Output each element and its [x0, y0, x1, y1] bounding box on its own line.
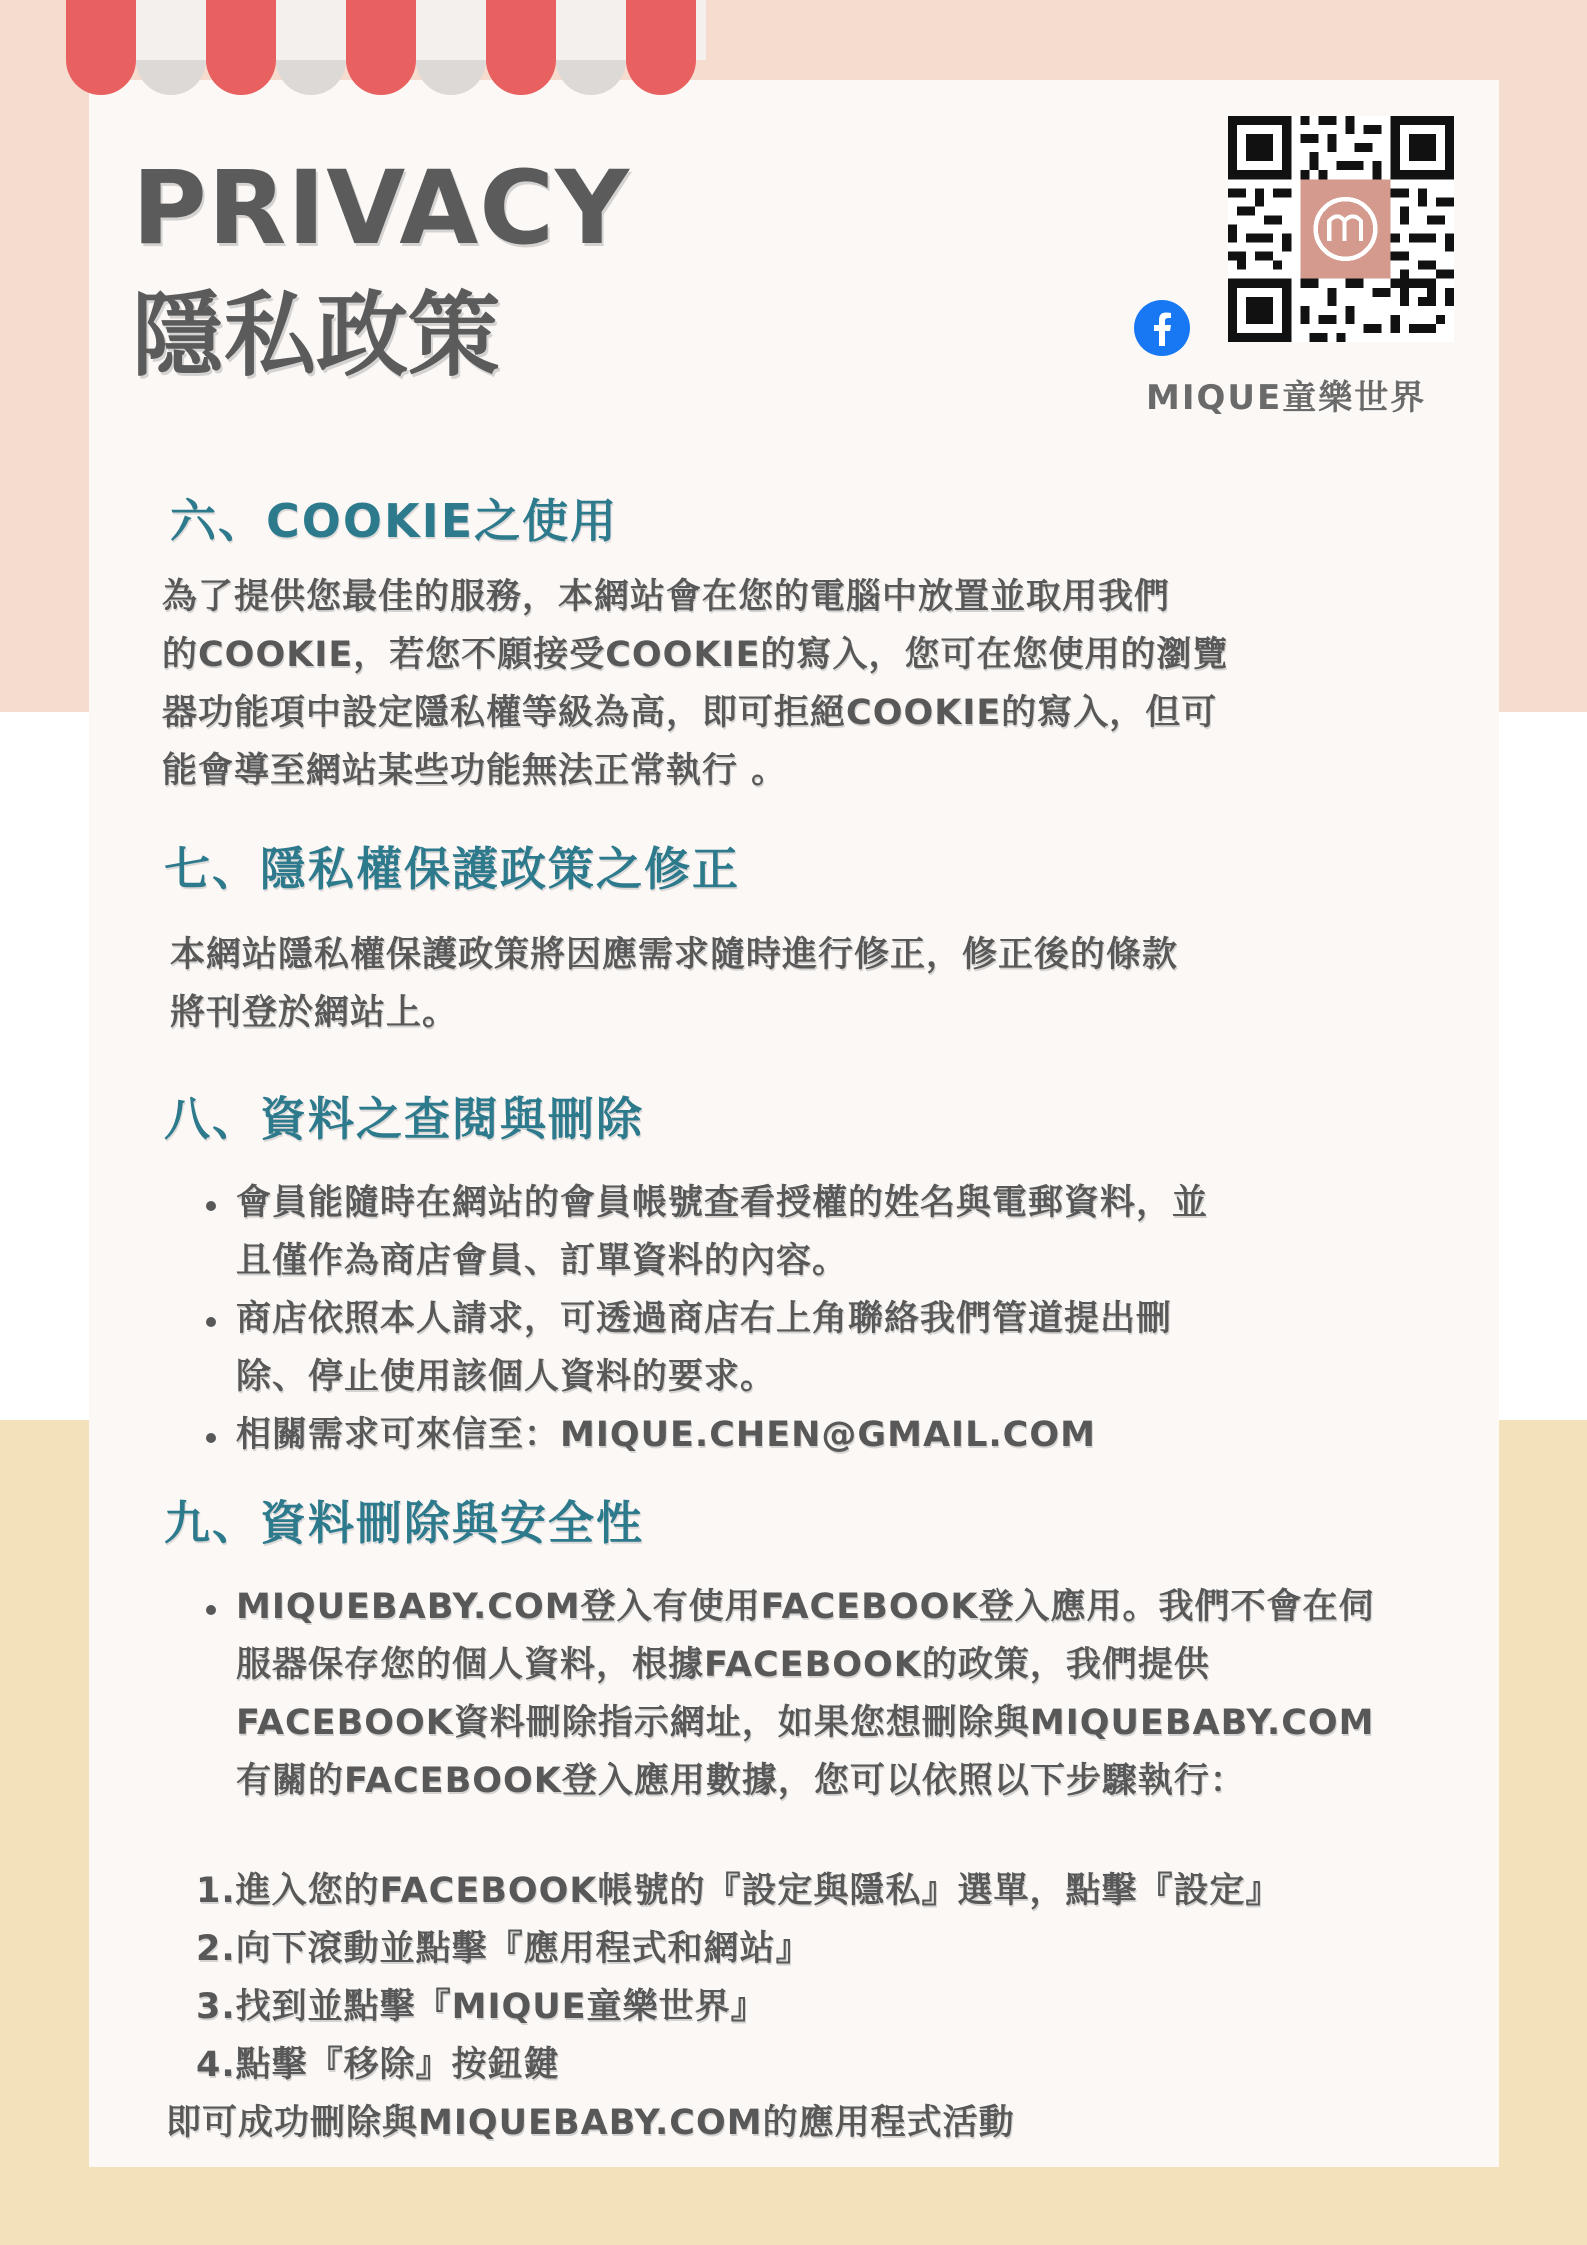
page-title-english: PRIVACY: [132, 149, 630, 268]
section-heading-data-access: 八、資料之查閱與刪除: [164, 1092, 644, 1146]
bullet-dot: [206, 1201, 216, 1211]
list-item-line: 會員能隨時在網站的會員帳號查看授權的姓名與電郵資料，並: [236, 1183, 1209, 1223]
bullet-dot: [206, 1605, 216, 1615]
text-line: 有關的FACEBOOK登入應用數據，您可以依照以下步驟執行：: [236, 1761, 1246, 1801]
list-item-line: 商店依照本人請求，可透過商店右上角聯絡我們管道提出刪: [236, 1299, 1173, 1339]
list-item-line: 且僅作為商店會員、訂單資料的內容。: [236, 1241, 849, 1281]
deletion-steps-list: [196, 1862, 1282, 2094]
section-body-policy-revision: [170, 926, 1178, 1042]
page-title-chinese: 隱私政策: [132, 282, 501, 389]
text-line: FACEBOOK資料刪除指示網址，如果您想刪除與MIQUEBABY.COM: [236, 1703, 1375, 1743]
section-heading-data-deletion: 九、資料刪除與安全性: [164, 1496, 644, 1550]
closing-note: 即可成功刪除與MIQUEBABY.COM的應用程式活動: [166, 2103, 1015, 2143]
bullet-dot: [206, 1433, 216, 1443]
text-line: 本網站隱私權保護政策將因應需求隨時進行修正，修正後的條款: [170, 935, 1179, 975]
section-body-cookie: [162, 568, 1229, 800]
section-heading-policy-revision: 七、隱私權保護政策之修正: [164, 842, 740, 896]
step-item: 2.向下滾動並點擊『應用程式和網站』: [196, 1929, 812, 1969]
step-item: 1.進入您的FACEBOOK帳號的『設定與隱私』選單，點擊『設定』: [196, 1871, 1282, 1911]
step-item: 4.點擊『移除』按鈕鍵: [196, 2045, 560, 2085]
list-item-line: 除、停止使用該個人資料的要求。: [236, 1357, 777, 1397]
text-line: 為了提供您最佳的服務，本網站會在您的電腦中放置並取用我們: [162, 577, 1171, 617]
step-item: 3.找到並點擊『MIQUE童樂世界』: [196, 1987, 767, 2027]
contact-email[interactable]: 相關需求可來信至：MIQUE.CHEN@GMAIL.COM: [236, 1415, 1096, 1455]
section-body-data-access: [236, 1174, 1208, 1464]
awning-decoration: [66, 0, 706, 112]
qr-code-icon[interactable]: [1228, 116, 1454, 342]
section-body-data-deletion: [236, 1578, 1374, 1810]
text-line: MIQUEBABY.COM登入有使用FACEBOOK登入應用。我們不會在伺: [236, 1587, 1375, 1627]
bullet-dot: [206, 1317, 216, 1327]
text-line: 將刊登於網站上。: [170, 993, 459, 1033]
text-line: 能會導至網站某些功能無法正常執行 。: [162, 751, 788, 791]
text-line: 的COOKIE，若您不願接受COOKIE的寫入，您可在您使用的瀏覽: [162, 635, 1229, 675]
section-heading-cookie: 六、COOKIE之使用: [170, 494, 619, 548]
brand-name: MIQUE童樂世界: [1146, 378, 1427, 418]
facebook-icon[interactable]: [1134, 300, 1190, 356]
text-line: 服器保存您的個人資料，根據FACEBOOK的政策，我們提供: [236, 1645, 1210, 1685]
text-line: 器功能項中設定隱私權等級為高，即可拒絕COOKIE的寫入，但可: [162, 693, 1218, 733]
